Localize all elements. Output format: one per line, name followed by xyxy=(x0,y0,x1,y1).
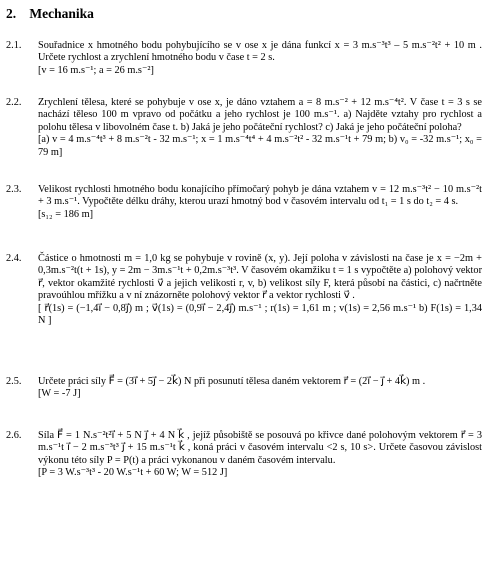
problem-number: 2.6. xyxy=(6,430,22,441)
problem-answer: [P = 3 W.s⁻³t³ - 20 W.s⁻¹t + 60 W; W = 512 J] xyxy=(38,467,228,479)
problem-text: Velikost rychlosti hmotného bodu konajícího přímočarý pohyb je dána vztahem v = 12 m.s⁻³t² − 10 m.s⁻²t + 3 m.s⁻¹. Vypočtěte délku dráhy, kterou urazí hmotný bod v časovém intervalu od t₁ = 1 s do t₂ = 4 s. xyxy=(38,184,482,208)
problem-2-3 xyxy=(6,184,482,221)
problem-text: Určete práci síly F⃗ = (3i⃗ + 5j⃗ − 2k⃗) N při posunutí tělesa daném vektorem r⃗ = (2i⃗ − j⃗ + 4k⃗) m . xyxy=(38,376,426,387)
problem-2-5 xyxy=(6,376,482,401)
section-number: 2. xyxy=(6,6,17,21)
problem-answer: [ r⃗(1s) = (−1,4i⃗ − 0,8j⃗) m ; v⃗(1s) = (0,9i⃗ − 2,4j⃗) m.s⁻¹ ; r(1s) = 1,61 m ; v(1s) = 2,56 m.s⁻¹ b) F(1s) = 1,34 N ] xyxy=(38,302,482,327)
problem-2-6 xyxy=(6,430,482,480)
problem-number: 2.4. xyxy=(6,253,22,264)
problem-answer: [s₁₂ = 186 m] xyxy=(38,208,94,220)
problem-answer: [a) v = 4 m.s⁻⁴t³ + 8 m.s⁻²t - 32 m.s⁻¹; x = 1 m.s⁻⁴t⁴ + 4 m.s⁻²t² - 32 m.s⁻¹t + 79 m; b) v₀ = -32 m.s⁻¹; x₀ = 79 m] xyxy=(38,134,482,158)
problem-2-4 xyxy=(6,253,482,327)
problem-2-2 xyxy=(6,97,482,159)
problem-number: 2.3. xyxy=(6,184,22,195)
problem-answer: [v = 16 m.s⁻¹; a = 26 m.s⁻²] xyxy=(38,64,154,76)
problem-text: Síla F⃗ = 1 N.s⁻²t²i⃗ + 5 N j⃗ + 4 N k⃗ , jejíž působiště se posouvá po křivce dané polohovým vektorem r⃗ = 3 m.s⁻¹t i⃗ − 2 m.s⁻³t³ j⃗ + 15 m.s⁻¹t k⃗ , koná práci v časovém intervalu <2 s, 10 s>. Určete časovou závislost výkonu této síly P = P(t) a práci vykonanou v daném časovém intervalu. xyxy=(38,430,482,466)
problem-number: 2.5. xyxy=(6,376,22,387)
problem-number: 2.1. xyxy=(6,40,22,51)
problem-text: Částice o hmotnosti m = 1,0 kg se pohybuje v rovině (x, y). Její poloha v závislosti na čase je x = −2m + 0,3m.s⁻²t(t + 1s), y = 2m − 3m.s⁻¹t + 0,2m.s⁻³t³. V časovém okamžiku t = 1 s vypočtěte a) polohový vektor r⃗, vektor okamžité rychlosti v⃗ a jejich velikosti r, v, b) velikost síly F, která působí na částici, c) načrtněte pravoúhlou mřížku a v ní znázorněte polohový vektor r⃗ a vektor rychlosti v⃗ . xyxy=(38,253,482,302)
problem-text: Souřadnice x hmotného bodu pohybujícího se v ose x je dána funkcí x = 3 m.s⁻³t³ – 5 m.s⁻²t² + 10 m . Určete rychlost a zrychlení hmotného bodu v čase t = 2 s. xyxy=(38,40,482,64)
section-heading xyxy=(6,6,94,22)
section-title: Mechanika xyxy=(29,6,94,21)
problem-number: 2.2. xyxy=(6,97,22,108)
problem-2-1 xyxy=(6,40,482,77)
problem-text: Zrychlení tělesa, které se pohybuje v ose x, je dáno vztahem a = 8 m.s⁻² + 12 m.s⁻⁴t². V čase t = 3 s se nachází těleso 100 m vpravo od počátku a jeho rychlost je 100 m.s⁻¹. a) Najděte vztahy pro rychlost a polohu tělesa v libovolném čase t. b) Jaká je jeho počáteční rychlost? c) Jaká je jeho počáteční poloha? xyxy=(38,97,482,133)
problem-answer: [W = -7 J] xyxy=(38,388,81,400)
